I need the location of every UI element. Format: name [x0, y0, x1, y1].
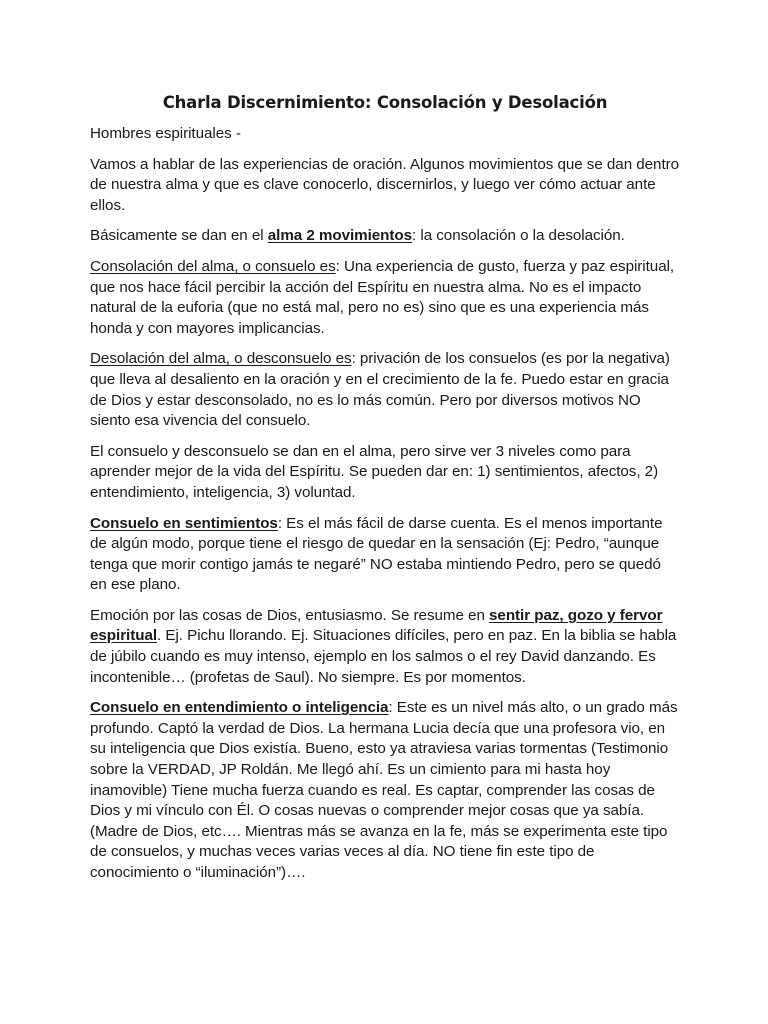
paragraph-consolacion — [90, 257, 680, 339]
term-desolacion: Desolación del alma, o desconsuelo es — [90, 350, 352, 368]
paragraph-desolacion — [90, 349, 680, 431]
term-consolacion: Consolación del alma, o consuelo es — [90, 257, 336, 275]
term-consuelo-entendimiento: Consuelo en entendimiento o inteligencia — [90, 699, 389, 717]
paragraph-emocion-pre: Emoción por las cosas de Dios, entusiasmo. Se resume en — [90, 606, 490, 624]
definition-desolacion: : privación de los consuelos (es por la negativa) que lleva al desaliento en la oración y en el crecimiento de la fe. Puedo estar en gracia de Dios y estar desconsolado, no es lo más común. Pero por diversos motivos NO siento esa vivencia del consuelo. — [90, 350, 670, 430]
definition-consolacion: : Una experiencia de gusto, fuerza y paz espiritual, que nos hace fácil percibir la acción del Espíritu en nuestra alma. No es el impacto natural de la euforia (que no está mal, pero no es) sino que es una experiencia más honda y con mayores implicancias. — [90, 257, 675, 337]
definition-consuelo-entendimiento: : Este es un nivel más alto, o un grado más profundo. Captó la verdad de Dios. La hermana Lucia decía que una profesora vio, en su inteligencia que Dios existía. Bueno, esto ya atraviesa varias tormentas (Testimonio sobre la VERDAD, JP Roldán. Me llegó ahí. Es un cimiento para mi hasta hoy inamovible) Tiene mucha fuerza cuando es real. Es captar, comprender las cosas de Dios y mi vínculo con Él. O cosas nuevas o comprender mejor cosas que ya sabía. (Madre de Dios, etc…. Mientras más se avanza en la fe, más se experimenta este tipo de consuelos, y muchas veces varias veces al día. NO tiene fin este tipo de conocimiento o “iluminación”)…. — [90, 699, 678, 881]
paragraph-sentimientos — [90, 514, 680, 596]
greeting: Hombres espirituales - — [90, 125, 241, 142]
definition-consuelo-sentimientos: : Es el más fácil de darse cuenta. Es el menos importante de algún modo, porque tiene el riesgo de quedar en la sensación (Ej: Pedro, “aunque tenga que morir contigo jamás te negaré” NO estaba mintiendo Pedro, pero se quedó en ese plano. — [90, 514, 663, 594]
paragraph-movements — [90, 226, 680, 247]
paragraph-niveles: El consuelo y desconsuelo se dan en el alma, pero sirve ver 3 niveles como para aprender mejor de la vida del Espíritu. Se pueden dar en: 1) sentimientos, afectos, 2) entendimiento, inteligencia, 3) voluntad. — [90, 442, 659, 501]
document-page — [90, 92, 680, 894]
paragraph-movements-post: : la consolación o la desolación. — [412, 227, 625, 245]
term-consuelo-sentimientos: Consuelo en sentimientos — [90, 514, 278, 532]
paragraph-intro: Vamos a hablar de las experiencias de oración. Algunos movimientos que se dan dentro de nuestra alma y que es clave conocerlo, discernirlos, y luego ver cómo actuar ante ellos. — [90, 155, 680, 214]
emphasis-sentir-paz: sentir paz, gozo y fervor espiritual — [90, 606, 663, 645]
paragraph-emocion-post: . Ej. Pichu llorando. Ej. Situaciones difíciles, pero en paz. En la biblia se habla de júbilo cuando es muy intenso, ejemplo en los salmos o el rey David danzando. Es incontenible… (profetas de Saul). No siempre. Es por momentos. — [90, 627, 677, 686]
paragraph-emocion — [90, 606, 680, 688]
document-title: Charla Discernimiento: Consolación y Desolación — [162, 93, 608, 112]
emphasis-alma-2-movimientos: alma 2 movimientos — [267, 227, 413, 245]
paragraph-entendimiento — [90, 698, 680, 883]
paragraph-movements-pre: Básicamente se dan en el — [90, 227, 268, 245]
